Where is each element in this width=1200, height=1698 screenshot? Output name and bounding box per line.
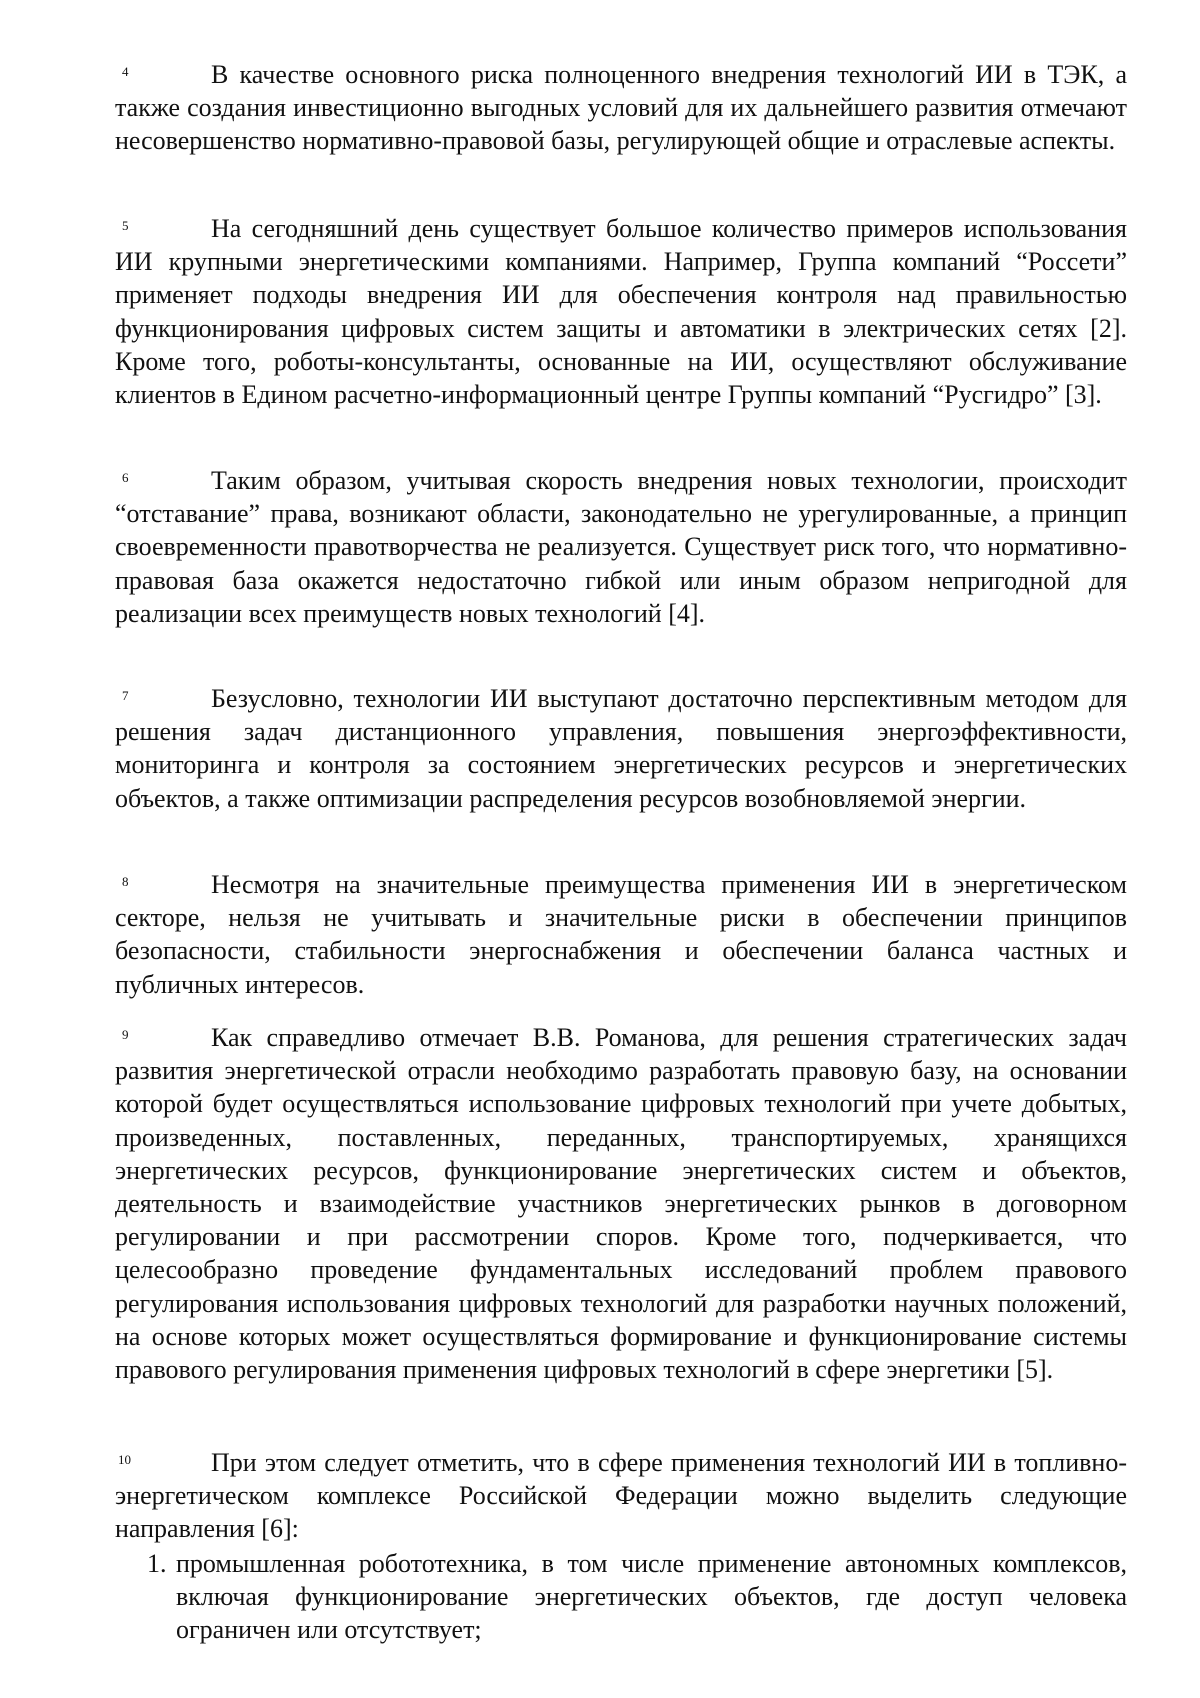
paragraph-number: 8	[122, 874, 129, 890]
paragraph: Безусловно, технологии ИИ выступают достаточно перспективным методом для решения задач дистанционного управления, повышения энергоэффективности, мониторинга и контроля за состоянием энергетических ресурсов и энергетических объектов, а также оптимизации распределения ресурсов возобновляемой энергии.	[115, 682, 1127, 815]
list-item	[115, 1547, 1127, 1647]
paragraph-number: 6	[122, 470, 129, 486]
paragraph-number: 9	[122, 1027, 129, 1043]
numbered-list	[115, 1547, 1127, 1647]
paragraph-number: 5	[122, 218, 129, 234]
list-item-text: промышленная робототехника, в том числе применение автономных комплексов, включая функционирование энергетических объектов, где доступ человека ограничен или отсутствует;	[176, 1547, 1127, 1647]
paragraph-number: 10	[118, 1452, 131, 1468]
paragraph: Несмотря на значительные преимущества применения ИИ в энергетическом секторе, нельзя не учитывать и значительные риски в обеспечении принципов безопасности, стабильности энергоснабжения и обеспечении баланса частных и публичных интересов.	[115, 868, 1127, 1001]
paragraph: Таким образом, учитывая скорость внедрения новых технологии, происходит “отставание” права, возникают области, законодательно не урегулированные, а принцип своевременности правотворчества не реализуется. Существует риск того, что нормативно-правовая база окажется недостаточно гибкой или иным образом непригодной для реализации всех преимуществ новых технологий [4].	[115, 464, 1127, 630]
paragraph: На сегодняшний день существует большое количество примеров использования ИИ крупными энергетическими компаниями. Например, Группа компаний “Россети” применяет подходы внедрения ИИ для обеспечения контроля над правильностью функционирования цифровых систем защиты и автоматики в электрических сетях [2]. Кроме того, роботы-консультанты, основанные на ИИ, осуществляют обслуживание клиентов в Едином расчетно-информационный центре Группы компаний “Русгидро” [3].	[115, 212, 1127, 411]
list-marker: 1.	[147, 1547, 167, 1580]
paragraph-number: 7	[122, 688, 129, 704]
paragraph-number: 4	[122, 64, 129, 80]
document-page	[0, 0, 1200, 1698]
paragraph: Как справедливо отмечает В.В. Романова, для решения стратегических задач развития энергетической отрасли необходимо разработать правовую базу, на основании которой будет осуществляться использование цифровых технологий при учете добытых, произведенных, поставленных, переданных, транспортируемых, хранящихся энергетических ресурсов, функционирование энергетических систем и объектов, деятельность и взаимодействие участников энергетических рынков в договорном регулировании и при рассмотрении споров. Кроме того, подчеркивается, что целесообразно проведение фундаментальных исследований проблем правового регулирования использования цифровых технологий для разработки научных положений, на основе которых может осуществляться формирование и функционирование системы правового регулирования применения цифровых технологий в сфере энергетики [5].	[115, 1021, 1127, 1386]
paragraph: В качестве основного риска полноценного внедрения технологий ИИ в ТЭК, а также создания инвестиционно выгодных условий для их дальнейшего развития отмечают несовершенство нормативно-правовой базы, регулирующей общие и отраслевые аспекты.	[115, 58, 1127, 158]
paragraph: При этом следует отметить, что в сфере применения технологий ИИ в топливно-энергетическом комплексе Российской Федерации можно выделить следующие направления [6]:	[115, 1446, 1127, 1546]
